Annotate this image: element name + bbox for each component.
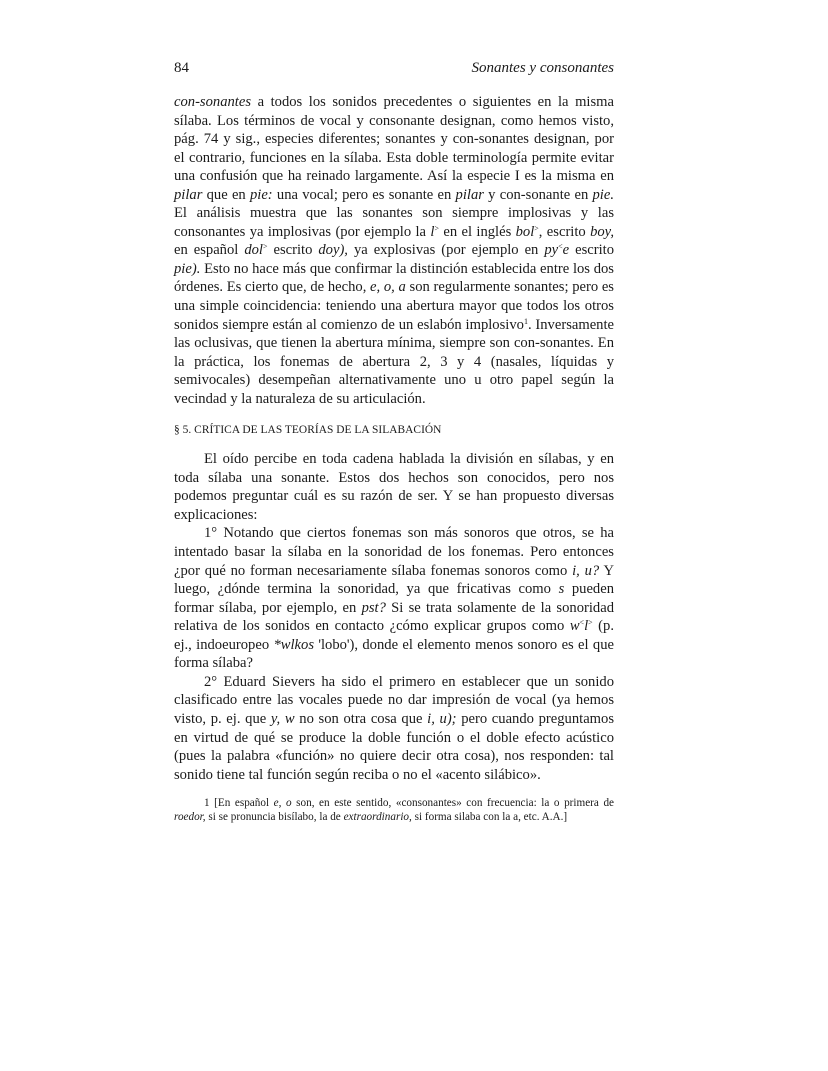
phonetic-symbol: l — [584, 618, 589, 635]
text-run: en español — [174, 242, 245, 259]
italic-term: pilar — [455, 186, 484, 203]
text-run: pueden formar sílaba, por ejemplo, en — [174, 581, 615, 616]
italic-term: pie). — [174, 260, 201, 277]
text-run: (p. ej., indoeuropeo — [174, 618, 614, 653]
text-run: si forma silaba con la a, etc. A.A.] — [411, 811, 568, 824]
phonetic-symbol: bol — [515, 223, 535, 240]
phonetic-symbol: py — [544, 242, 559, 259]
italic-term: y, w — [270, 710, 295, 727]
italic-term: boy, — [590, 223, 614, 240]
italic-term: i, u); — [427, 710, 457, 727]
text-run: ya explosivas (por ejemplo en — [347, 242, 545, 259]
text-run: si se pronuncia bisílabo, la de — [205, 811, 344, 824]
italic-term: pie: — [249, 186, 273, 203]
implosive-mark: > — [534, 223, 539, 233]
text-run: El análisis muestra que las sonantes son siempre implosivas y las consonantes ya implosivas (por ejemplo la — [174, 205, 614, 240]
text-run: . Inversamente las oclusivas, que tienen la abertura mínima, siempre son con-sonantes. En la práctica, los fonemas de abertura 2, 3 y 4 (nasales, líquidas y semivocales) desempeñan alternativamente uno u otro papel según la vecindad y la naturaleza de su articulación. — [174, 316, 615, 407]
italic-term: pst? — [361, 599, 386, 616]
text-run: pero cuando preguntamos en virtud de qué se produce la doble función o el doble efecto acústico (pues la palabra «función» no quiere decir otra cosa), nos responden: tal sonido tiene tal función según reciba o no el «acento silábico». — [174, 710, 614, 783]
italic-term: e, o — [273, 797, 292, 810]
text-run: que en — [202, 186, 250, 203]
text-run: Y luego, ¿dónde termina la sonoridad, ya que fricativas como — [174, 562, 614, 598]
explosive-mark: < — [579, 618, 585, 628]
text-run: son regularmente sonantes; pero es una simple coincidencia: teniendo una abertura mayor que todos los otros sonidos siempre están al comienzo de un eslabón implosivo — [174, 279, 614, 333]
italic-term: con-sonantes — [174, 94, 252, 110]
implosive-mark: > — [588, 618, 593, 628]
text-run: escrito — [267, 242, 319, 259]
running-head — [174, 60, 614, 82]
italic-term: pie. — [592, 186, 614, 203]
page-number: 84 — [174, 60, 189, 76]
book-page — [174, 60, 614, 824]
phonetic-symbol: l — [430, 223, 435, 240]
paragraph-sonority — [174, 524, 614, 672]
text-run: en el inglés — [438, 223, 516, 240]
italic-term: roedor, — [174, 811, 206, 824]
section-heading: § 5. CRÍTICA DE LAS TEORÍAS DE LA SILABACIÓN — [174, 424, 442, 437]
body-text — [174, 93, 614, 784]
paragraph: El oído percibe en toda cadena hablada la división en sílabas, y en toda sílaba una sonante. Estos dos hechos son conocidos, pero nos podemos preguntar cuál es su razón de ser. Y se han propuesto diversas explicaciones: — [174, 451, 614, 523]
text-run: y con-sonante en — [483, 186, 593, 203]
text-run: 2° Eduard Sievers ha sido el primero en establecer que un sonido clasificado entre las vocales puede no dar impresión de vocal (ya hemos visto, p. ej. que — [174, 673, 614, 727]
italic-term: e, o, a — [370, 279, 406, 296]
footnote-reference[interactable]: 1 — [523, 316, 528, 326]
text-run: a todos los sonidos precedentes o siguientes en la misma sílaba. Los términos de vocal y consonante designan, como hemos visto, pág. 74 y sig., especies diferentes; sonantes y con-sonantes designan, por el contrario, funciones en la sílaba. Esta doble terminología permite evitar una confusión que ha reinado largamente. Así la especie I es la misma en — [174, 94, 614, 185]
footnote-text — [174, 796, 614, 824]
text-run: Esto no hace más que confirmar la distinción establecida entre los dos órdenes. Es cierto que, de hecho, — [174, 260, 614, 296]
phonetic-symbol: w — [569, 618, 580, 635]
text-run: 1° Notando que ciertos fonemas son más sonoros que otros, se ha intentado basar la sílaba en la sonoridad de los fonemas. Pero entonces ¿por qué no forman necesariamente sílaba fonemas sonoros como — [174, 525, 614, 579]
text-run: 1 [En español — [204, 797, 274, 810]
text-run: , escrito — [538, 223, 591, 240]
chapter-title: Sonantes y consonantes — [471, 60, 614, 76]
phonetic-symbol: dol — [244, 242, 263, 259]
italic-term: *wlkos — [273, 636, 314, 653]
text-run: son, en este sentido, «consonantes» con frecuencia: la o primera de — [291, 797, 615, 810]
text-run: 'lobo'), donde el elemento menos sonoro es el que forma sílaba? — [174, 636, 614, 672]
italic-term: s — [558, 581, 565, 598]
footnote — [174, 796, 614, 824]
implosive-mark: > — [434, 223, 439, 233]
italic-term: extraordinario, — [343, 811, 412, 824]
text-run: no son otra cosa que — [294, 710, 428, 727]
italic-term: doy), — [318, 242, 348, 259]
paragraph-sievers — [174, 673, 614, 784]
italic-term: pilar — [174, 186, 203, 203]
italic-term: i, u? — [572, 562, 600, 579]
text-run: una vocal; pero es sonante en — [272, 186, 456, 203]
text-run: Si se trata solamente de la sonoridad relativa de los sonidos en contacto ¿cómo explicar grupos como — [174, 599, 614, 635]
explosive-mark: < — [558, 242, 563, 252]
text-run: escrito — [569, 242, 615, 259]
paragraph-continuation — [174, 93, 614, 408]
implosive-mark: > — [262, 242, 268, 252]
phonetic-symbol: e — [562, 242, 570, 259]
